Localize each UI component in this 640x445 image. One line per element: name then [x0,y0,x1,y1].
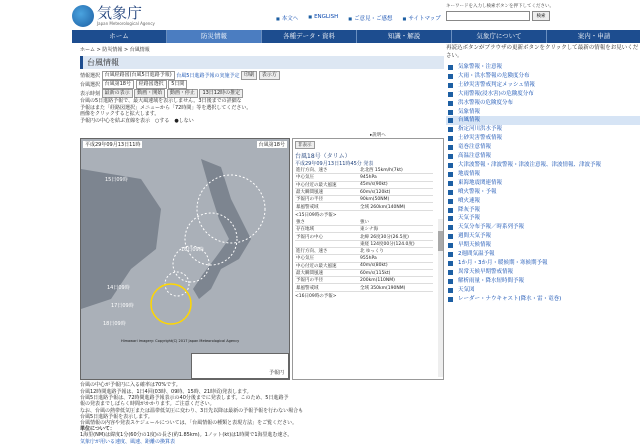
table-row: 中心付近の最大風速 45m/s(90kt) [295,181,433,188]
sidebar-item: 天気分布予報／時系列予報 [446,223,640,232]
storm-area-circle [151,284,191,324]
sidebar-item: 竜巻注意情報 [446,143,640,152]
text-line: なお、台風の熱帯低気圧または温帯低気圧に変わり、3日先以降は最新の予報予報を行わない場合も [80,407,304,414]
typhoon-select[interactable]: 台風第18号 [102,80,134,89]
table-row: 予報円の半径 200km(110NM) [295,277,433,284]
table-row: 進行方向、速さ 北北西 15km/h(7kt) [295,167,433,174]
sidebar-item: 土砂災害警戒情報 [446,134,640,143]
latest-button[interactable]: 最新の表示 [102,89,133,98]
map-label: 15日09時 [105,177,128,183]
notes [80,98,444,124]
animation-start-button[interactable]: 動画・開始 [134,89,165,98]
sidebar-item: 気象情報 [446,108,640,117]
sidebar [446,44,640,303]
sidebar-item: 天気予報 [446,214,640,223]
typhoon-name: 台風18号（タリム） [295,153,351,160]
sidebar-item: 指定河川洪水予報 [446,125,640,134]
main-content [80,56,444,445]
sidebar-item: 気象警報・注意報 [446,63,640,72]
logo-subtitle: Japan Meteorological Agency [97,21,155,26]
nav-data[interactable]: 各種データ・資料 [262,30,357,43]
estimate-button[interactable]: 13日12時の推定 [199,89,243,98]
forecast-heading: <15日09時の予報> [295,212,337,218]
issue-time: 平成29年09月13日11時45分 発表 [295,161,374,167]
note-line: 画像をクリックすると拡大します。 [80,111,160,117]
site-logo[interactable] [72,5,155,27]
controls [80,71,444,98]
search-button[interactable]: 検索 [532,11,550,21]
sidebar-item: 解析雨量・降水短時間予報 [446,277,640,286]
info-select[interactable]: 台風経路図(台風5日進路予報) [102,71,175,80]
map-label: 18日09時 [103,321,126,327]
text-line: 単位について： [80,426,115,433]
sidebar-item: 洪水警報の危険度分布 [446,99,640,108]
map-timestamp: 平成29年09月13日11時 [85,142,141,148]
map-label: 16日09時 [181,247,204,253]
forecast-heading: <16日09時の予報> [295,293,337,299]
table-row: 最大瞬間風速 60m/s(115kt) [295,269,433,276]
search-hint: キーワードを入力し検索ボタンを押下してください。 [446,4,554,9]
breadcrumb[interactable]: ホーム > 防災情報 > 台風情報 [80,47,150,53]
sidebar-item: 週間天気予報 [446,232,640,241]
logo-mark-icon [72,5,94,27]
page-title: 台風情報 [80,56,444,69]
top-links [276,14,441,22]
hide-button[interactable]: 非表示 [295,141,315,149]
text-line: 台風5日進路予報は、72時間進路予報表示の40分後までに発表します。このため、5日進路予 [80,395,289,402]
map-typhoon-badge: 台風第18号 [258,142,285,148]
sidebar-item: 大雨警報(浸水害)の危険度分布 [446,90,640,99]
nav-disaster-info[interactable]: 防災情報 [167,30,262,43]
table-row: 中心気圧 955hPa [295,255,433,262]
text-line: 台風5日進路予報を表示します。 [80,413,153,420]
sidebar-item: 異常天候早期警戒情報 [446,268,640,277]
table-row: 暴風警戒域 全域 260km(140NM) [295,203,433,210]
feedback-link[interactable]: ■ ご意見・ご感想 [348,14,392,22]
forecast-table [295,219,433,292]
search-input[interactable] [446,11,530,21]
current-info-table [295,167,433,211]
nav-guide[interactable]: 案内・申請 [547,30,640,43]
note-line: 台風の5日進路予報で、最大風速域を表示しません。3日後までの詳細な [80,98,242,104]
table-row: 予報円の半径 90km(50NM) [295,196,433,203]
table-row: 中心付近の最大風速 40m/s(80kt) [295,262,433,269]
sidebar-item: 噴火速報 [446,197,640,206]
text-line: 報の発表までしばらく時間がかかります。ご注意ください。 [80,401,215,408]
sidebar-item: 土砂災害警戒判定メッシュ情報 [446,81,640,90]
sidebar-item: 地震情報 [446,170,640,179]
line-toggle[interactable]: 予報円の中心を結ぶ直線を表示 ○する ●しない [80,117,194,124]
sidebar-item: 2週間気温予報 [446,250,640,259]
map-label: 14日09時 [107,285,130,291]
nav-about[interactable]: 気象庁について [452,30,547,43]
sidebar-item: レーダー・ナウキャスト(降水・雷・竜巻) [446,295,640,304]
inset-label: 予報円 [268,370,284,376]
sidebar-item: 台風情報 [446,116,640,125]
print-button[interactable]: 印刷 [241,71,257,80]
sidebar-item: 1か月・3か月・暖候期・寒候期予報 [446,259,640,268]
conversion-table-link[interactable]: 気象庁が用いる速度、風速、距離の換算表 [80,438,176,445]
header [0,0,640,30]
legend-link[interactable]: ▸説明へ [370,133,386,138]
table-row: 進行方向、速さ 北 ゆっくり [295,247,433,254]
help-button[interactable]: 表示方 [259,71,280,80]
sidebar-item: 高温注意情報 [446,152,640,161]
animation-stop-button[interactable]: 動画・停止 [167,89,198,98]
english-link[interactable]: ■ ENGLISH [308,14,338,22]
explanation-text [80,389,442,445]
note-line: 予報はまた「経路図選択」メニューから「72時間」等を選択してください。 [80,104,252,111]
table-row: 強さ 強い [295,219,433,226]
table-row: 中心気圧 945hPa [295,174,433,181]
text-line: 台風情報の内容や発表スケジュールについては、「台風情報の種類と表現方法」をご覧ください。 [80,420,298,427]
map-svg [81,139,289,379]
sidebar-item: 降灰予報 [446,206,640,215]
typhoon-select-label: 台風選択 [80,82,101,88]
sidebar-note: 再読込ボタンがブラウザの更新ボタンをクリックして最新の情報をお見いください。 [446,45,639,59]
probability-text: 台風の中心が予報円に入る確率は70%です。 [80,382,181,388]
map-copyright: Himawari imagery: Copyright(C) 2017 Japan Meteorological Agency [121,339,240,343]
table-row: 最大瞬間風速 60m/s(120kt) [295,188,433,195]
text-line: 1海里(NM)は緯度1分(60分の1度)の長さ(約1.85km)。1ノット(kt)は1時間で1海里進む速さ。 [80,432,293,439]
sitemap-link[interactable]: ■ サイトマップ [403,14,441,22]
search-box [446,3,564,21]
sidebar-menu [446,63,640,303]
typhoon-map[interactable] [80,138,290,380]
sidebar-item: 天気図 [446,286,640,295]
route-map-select[interactable]: 経路図選択 [136,80,167,89]
nav-knowledge[interactable]: 知識・解説 [357,30,452,43]
map-label: 17日09時 [111,303,134,309]
time-label: 表示時刻 [80,91,101,97]
text-line: 台風12時間進路予報は、1日4回(03時、09時、15時、21時頃)発表します。 [80,389,252,395]
sidebar-item: 大津波警報・津波警報・津波注意報、津波情報、津波予報 [446,161,640,170]
sidebar-item: 早期天候情報 [446,241,640,250]
nav-home[interactable]: ホーム [72,30,167,43]
scrollbar-thumb[interactable] [438,231,443,251]
sidebar-item: 東海地震関連情報 [446,179,640,188]
period-select[interactable]: 5日間 [168,80,187,89]
table-row: 予報円の中心 北緯 26度30分(26.5度) [295,233,433,240]
skip-to-content-link[interactable]: ■ 本文へ [276,14,298,22]
table-row: 暴風警戒域 全域 350km(190NM) [295,284,433,291]
logo-title: 気象庁 [97,4,143,22]
schedule-link[interactable]: 台風5日進路予報の実施予定 [176,73,240,79]
table-row: 東経 124度00分(124.0度) [295,240,433,247]
sidebar-item: 噴火警報・予報 [446,188,640,197]
forecast-legend-inset [191,353,289,379]
sidebar-item: 大雨・洪水警報の危険度分布 [446,72,640,81]
typhoon-info-panel [292,138,444,380]
main-nav [72,30,640,43]
info-select-label: 情報選択 [80,73,101,79]
table-row: 存在地域 東シナ海 [295,226,433,233]
